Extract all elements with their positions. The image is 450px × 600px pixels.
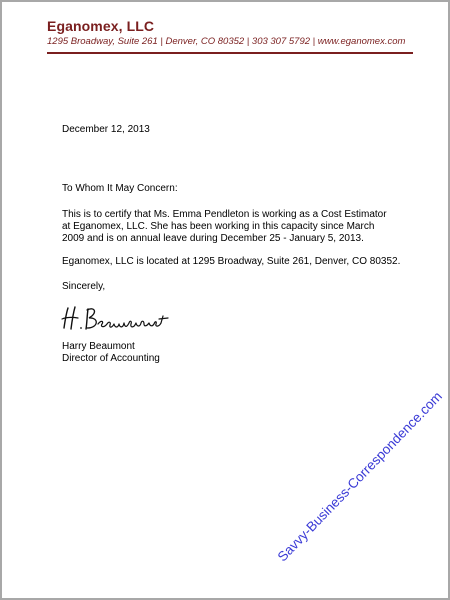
letterhead-divider	[47, 52, 413, 54]
signer-name: Harry Beaumont	[62, 341, 135, 352]
company-name: Eganomex, LLC	[47, 18, 155, 34]
handwritten-signature	[60, 304, 180, 334]
letter-date: December 12, 2013	[62, 124, 150, 135]
letter-salutation: To Whom It May Concern:	[62, 183, 178, 194]
website-watermark: Savvy-Business-Correspondence.com	[274, 388, 445, 565]
letter-location-line: Eganomex, LLC is located at 1295 Broadway, Suite 261, Denver, CO 80352.	[62, 256, 401, 267]
letter-closing: Sincerely,	[62, 281, 106, 292]
signer-title: Director of Accounting	[62, 353, 160, 364]
letter-body-line-3: 2009 and is on annual leave during December 25 - January 5, 2013.	[62, 233, 364, 244]
letter-body-line-2: at Eganomex, LLC. She has been working in this capacity since March	[62, 221, 375, 232]
company-contact-line: 1295 Broadway, Suite 261 | Denver, CO 80352 | 303 307 5792 | www.eganomex.com	[47, 36, 406, 47]
letter-body-line-1: This is to certify that Ms. Emma Pendleton is working as a Cost Estimator	[62, 209, 387, 220]
